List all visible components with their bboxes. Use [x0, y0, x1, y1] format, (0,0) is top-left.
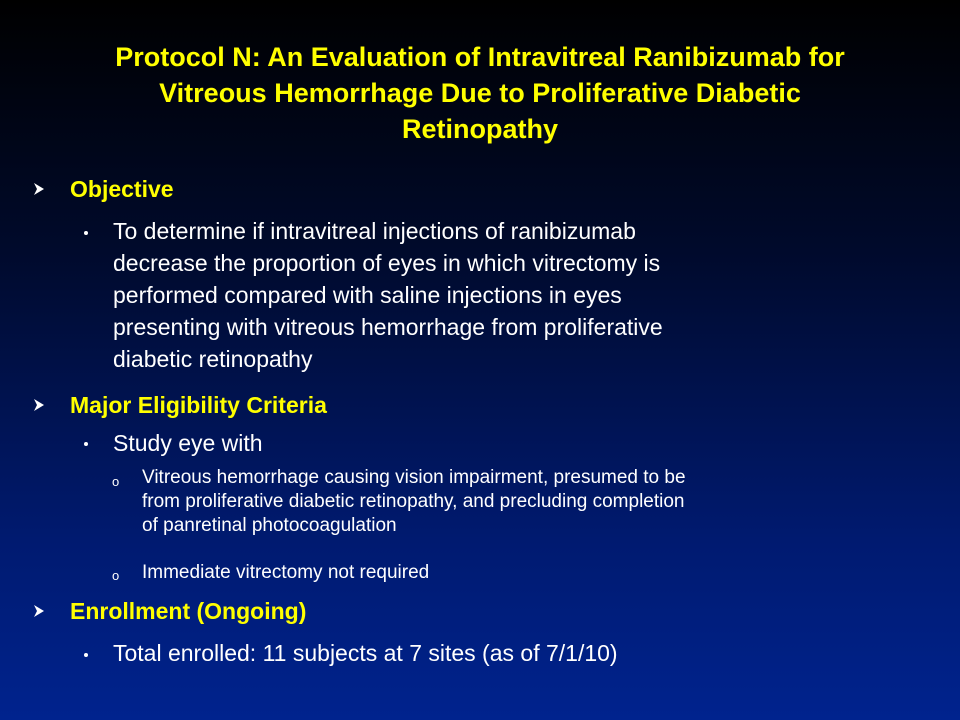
bullet-dot-icon: [84, 442, 88, 446]
sub-bullet-marker: o: [112, 474, 120, 489]
objective-text: [113, 215, 663, 375]
objective-line: To determine if intravitreal injections of ranibizumab: [113, 218, 636, 244]
eligibility-subitem-line: of panretinal photocoagulation: [142, 515, 397, 536]
arrow-bullet-icon: [32, 604, 46, 618]
slide-title-line: Vitreous Hemorrhage Due to Proliferative Diabetic: [159, 78, 801, 108]
section-heading-enrollment: Enrollment (Ongoing): [70, 598, 307, 624]
bullet-dot-icon: [84, 653, 88, 657]
objective-line: decrease the proportion of eyes in which vitrectomy is: [113, 250, 661, 276]
arrow-bullet-icon: [32, 182, 46, 196]
objective-line: presenting with vitreous hemorrhage from proliferative: [113, 314, 663, 340]
enrollment-item: Total enrolled: 11 subjects at 7 sites (as of 7/1/10): [113, 640, 618, 666]
objective-line: performed compared with saline injections in eyes: [113, 282, 622, 308]
eligibility-subitem: [142, 561, 429, 585]
slide-title-line: Retinopathy: [401, 114, 558, 144]
eligibility-subitem-line: Vitreous hemorrhage causing vision impairment, presumed to be: [142, 467, 686, 488]
arrow-bullet-icon: [32, 398, 46, 412]
eligibility-subitem-line: Immediate vitrectomy not required: [142, 562, 430, 583]
sub-bullet-marker: o: [112, 568, 120, 583]
slide-title-line: Protocol N: An Evaluation of Intravitreal Ranibizumab for: [115, 42, 845, 72]
section-heading-objective: Objective: [70, 176, 174, 202]
eligibility-subitem-line: from proliferative diabetic retinopathy, and precluding completion: [142, 491, 685, 512]
objective-line: diabetic retinopathy: [113, 346, 313, 372]
bullet-dot-icon: [84, 231, 88, 235]
section-heading-eligibility: Major Eligibility Criteria: [70, 392, 327, 418]
eligibility-item: Study eye with: [113, 430, 263, 456]
eligibility-subitem: [142, 466, 686, 538]
